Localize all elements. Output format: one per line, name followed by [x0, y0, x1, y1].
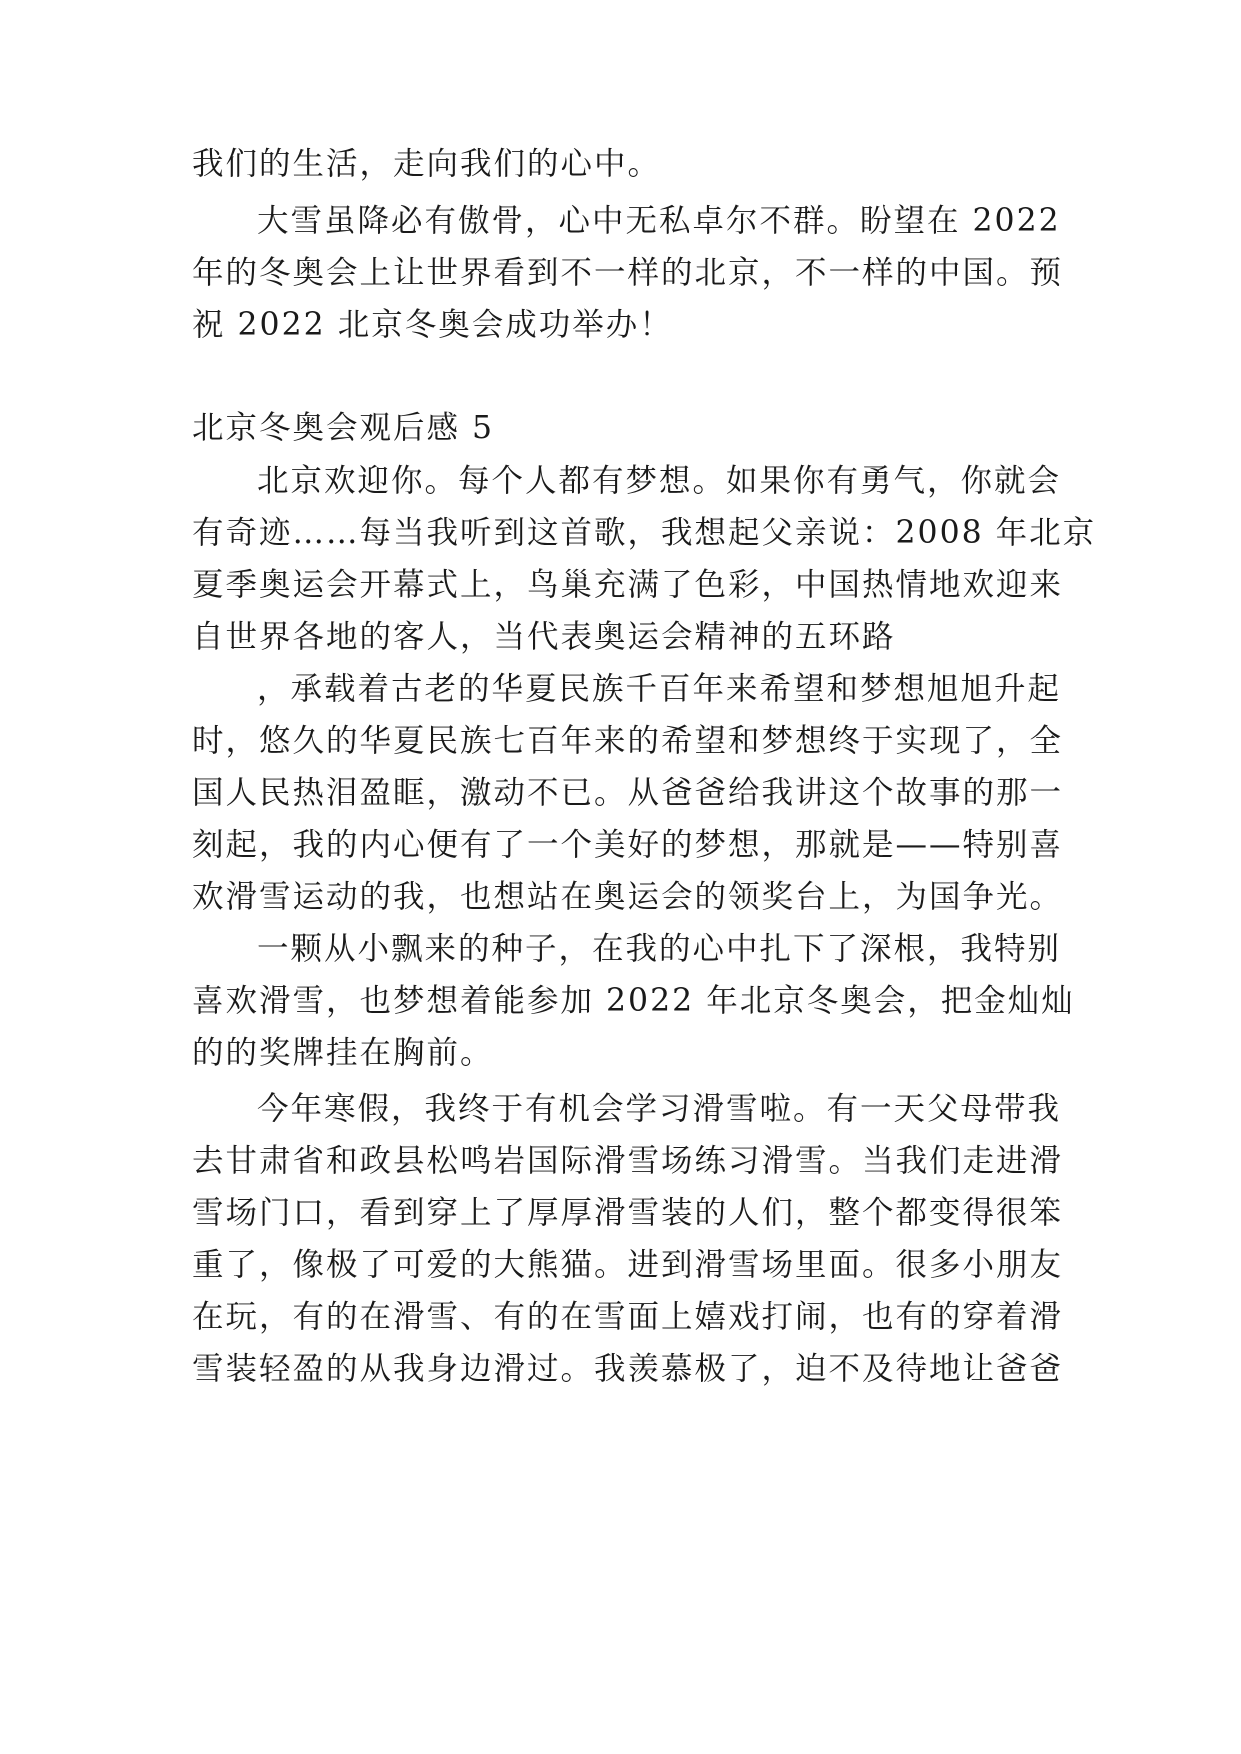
text-line: 有奇迹……每当我听到这首歌，我想起父亲说：2008 年北京	[192, 515, 1097, 551]
text-line: 欢滑雪运动的我，也想站在奥运会的领奖台上，为国争光。	[192, 879, 1064, 915]
text-line: 国人民热泪盈眶，激动不已。从爸爸给我讲这个故事的那一	[192, 775, 1064, 811]
text-line: 夏季奥运会开幕式上，鸟巢充满了色彩，中国热情地欢迎来	[192, 567, 1064, 603]
section-title: 北京冬奥会观后感 5	[192, 410, 495, 446]
text-line: 北京欢迎你。每个人都有梦想。如果你有勇气，你就会	[257, 463, 1062, 499]
text-line: 祝 2022 北京冬奥会成功举办！	[192, 307, 673, 343]
text-line: 雪场门口，看到穿上了厚厚滑雪装的人们，整个都变得很笨	[192, 1195, 1064, 1231]
text-line: 今年寒假，我终于有机会学习滑雪啦。有一天父母带我	[257, 1091, 1062, 1127]
text-line: 一颗从小飘来的种子，在我的心中扎下了深根，我特别	[257, 931, 1062, 967]
text-line: 我们的生活，走向我们的心中。	[192, 146, 662, 182]
text-line: 雪装轻盈的从我身边滑过。我羡慕极了，迫不及待地让爸爸	[192, 1351, 1064, 1387]
text-line: 时，悠久的华夏民族七百年来的希望和梦想终于实现了，全	[192, 723, 1064, 759]
text-line: 大雪虽降必有傲骨，心中无私卓尔不群。盼望在 2022	[257, 203, 1061, 239]
text-line: 在玩，有的在滑雪、有的在雪面上嬉戏打闹，也有的穿着滑	[192, 1299, 1064, 1335]
text-line: 的的奖牌挂在胸前。	[192, 1035, 494, 1071]
text-line: 自世界各地的客人，当代表奥运会精神的五环路	[192, 619, 896, 655]
text-line: 刻起，我的内心便有了一个美好的梦想，那就是——特别喜	[192, 827, 1064, 863]
text-line: 喜欢滑雪，也梦想着能参加 2022 年北京冬奥会，把金灿灿	[192, 983, 1075, 1019]
text-line: ，承载着古老的华夏民族千百年来希望和梦想旭旭升起	[257, 671, 1062, 707]
text-line: 重了，像极了可爱的大熊猫。进到滑雪场里面。很多小朋友	[192, 1247, 1064, 1283]
text-line: 年的冬奥会上让世界看到不一样的北京，不一样的中国。预	[192, 255, 1064, 291]
text-line: 去甘肃省和政县松鸣岩国际滑雪场练习滑雪。当我们走进滑	[192, 1143, 1064, 1179]
